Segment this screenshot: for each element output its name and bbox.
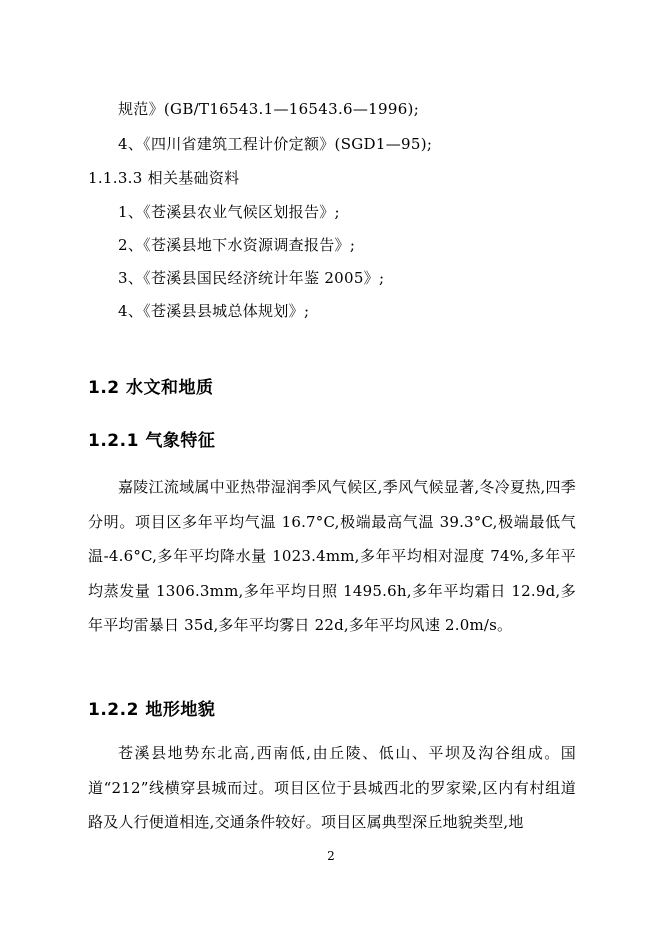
reference-list-item: 3、《苍溪县国民经济统计年鉴 2005》; xyxy=(118,269,385,287)
subsection-heading: 1.1.3.3 相关基础资料 xyxy=(88,169,240,187)
page-number: 2 xyxy=(327,849,335,863)
body-paragraph: 苍溪县地势东北高,西南低,由丘陵、低山、平坝及沟谷组成。国道“212”线横穿县城而过。项目区位于县城西北的罗家梁,区内有村组道路及人行便道相连,交通条件较好。项目区属典型深丘地貌类型,地 xyxy=(88,744,576,831)
standards-list-item: 规范》(GB/T16543.1—16543.6—1996); xyxy=(118,100,420,118)
standards-list-item: 4、《四川省建筑工程计价定额》(SGD1—95); xyxy=(118,135,433,153)
reference-list-item: 1、《苍溪县农业气候区划报告》; xyxy=(118,203,340,221)
section-heading: 1.2.1 气象特征 xyxy=(88,431,216,451)
body-paragraph: 嘉陵江流域属中亚热带湿润季风气候区,季风气候显著,冬冷夏热,四季分明。项目区多年平均气温 16.7°C,极端最高气温 39.3°C,极端最低气温-4.6°C,多年平均降水量 1023.4mm,多年平均相对湿度 74%,多年平均蒸发量 1306.3mm,多年平均日照 1495.6h,多年平均霜日 12.9d,多年平均雷暴日 35d,多年平均雾日 22d,多年平均风速 2.0m/s。 xyxy=(88,478,576,634)
section-heading: 1.2 水文和地质 xyxy=(88,378,214,398)
reference-list-item: 2、《苍溪县地下水资源调查报告》; xyxy=(118,236,356,254)
reference-list-item: 4、《苍溪县县城总体规划》; xyxy=(118,302,310,320)
section-heading: 1.2.2 地形地貌 xyxy=(88,700,216,720)
